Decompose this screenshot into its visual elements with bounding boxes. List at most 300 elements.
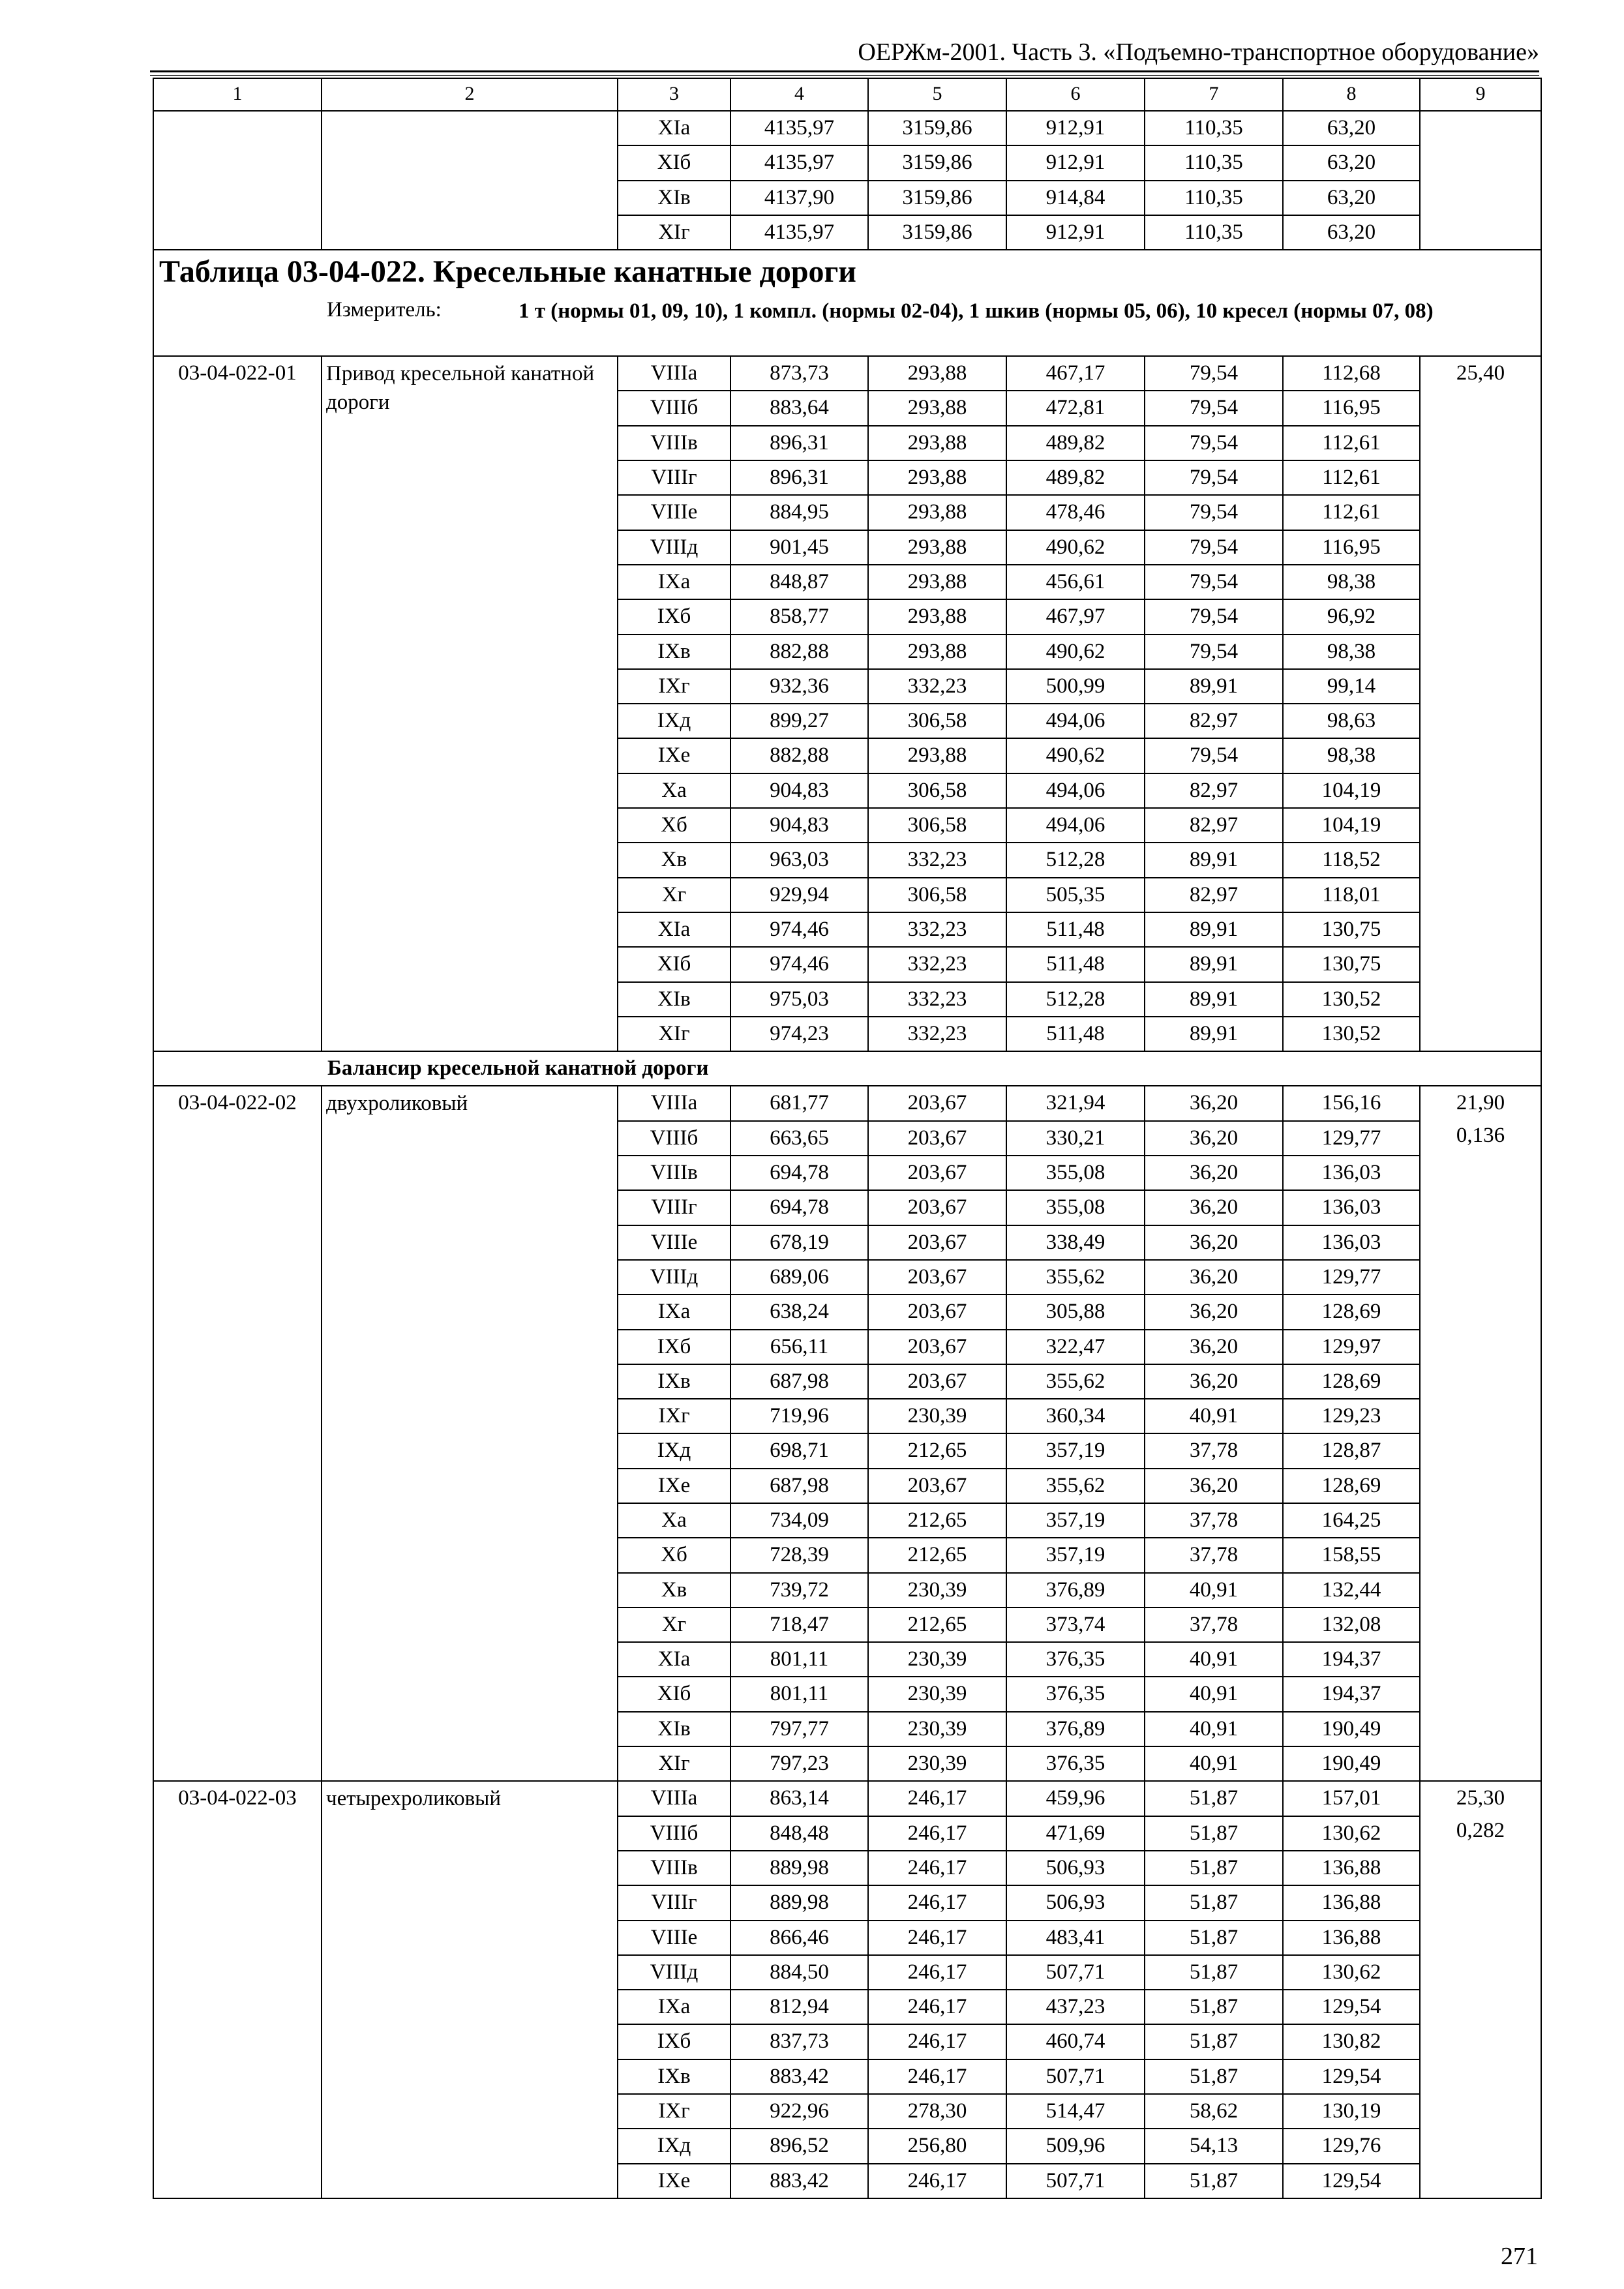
value-cell: 471,69	[1006, 1816, 1145, 1851]
zone-cell: IXб	[618, 1330, 730, 1364]
value-cell: 246,17	[868, 1990, 1006, 2024]
value-cell: 129,54	[1283, 1990, 1420, 2024]
value-cell: 681,77	[730, 1086, 868, 1120]
value-cell: 51,87	[1145, 1955, 1283, 1990]
value-cell: 506,93	[1006, 1851, 1145, 1885]
zone-cell: IXг	[618, 669, 730, 704]
value-cell: 332,23	[868, 1017, 1006, 1051]
zone-cell: VIIIе	[618, 1225, 730, 1260]
zone-cell: Xв	[618, 843, 730, 877]
value-cell: 974,46	[730, 947, 868, 981]
value-cell: 332,23	[868, 912, 1006, 947]
value-cell: 883,64	[730, 391, 868, 425]
value-cell: 130,52	[1283, 1017, 1420, 1051]
value-cell: 490,62	[1006, 738, 1145, 773]
value-cell: 3159,86	[868, 215, 1006, 250]
value-cell: 54,13	[1145, 2129, 1283, 2163]
value-cell: 116,95	[1283, 530, 1420, 565]
value-cell: 112,61	[1283, 426, 1420, 460]
value-cell: 112,61	[1283, 495, 1420, 530]
value-cell: 130,75	[1283, 912, 1420, 947]
value-cell: 884,50	[730, 1955, 868, 1990]
value-cell: 203,67	[868, 1260, 1006, 1294]
column-number: 8	[1283, 78, 1420, 111]
value-cell: 132,08	[1283, 1608, 1420, 1642]
value-cell: 136,03	[1283, 1190, 1420, 1225]
value-cell: 89,91	[1145, 1017, 1283, 1051]
zone-cell: IXд	[618, 1433, 730, 1468]
value-cell: 293,88	[868, 356, 1006, 391]
zone-cell: XIв	[618, 181, 730, 215]
value-cell: 36,20	[1145, 1330, 1283, 1364]
value-cell: 883,42	[730, 2164, 868, 2198]
value-cell: 58,62	[1145, 2094, 1283, 2129]
unit-row	[153, 293, 1541, 356]
value-cell: 728,39	[730, 1538, 868, 1572]
zone-cell: IXа	[618, 1294, 730, 1329]
value-cell: 883,42	[730, 2059, 868, 2094]
value-cell: 293,88	[868, 599, 1006, 634]
value-cell: 507,71	[1006, 1955, 1145, 1990]
value-cell: 203,67	[868, 1190, 1006, 1225]
value-cell: 656,11	[730, 1330, 868, 1364]
value-cell: 293,88	[868, 565, 1006, 599]
value-cell: 896,52	[730, 2129, 868, 2163]
value-cell: 110,35	[1145, 215, 1283, 250]
zone-cell: XIб	[618, 947, 730, 981]
value-cell: 472,81	[1006, 391, 1145, 425]
value-cell: 801,11	[730, 1642, 868, 1677]
value-cell: 306,58	[868, 773, 1006, 808]
value-cell: 112,61	[1283, 460, 1420, 495]
norm-name: четырехроликовый	[322, 1781, 618, 2198]
value-cell: 246,17	[868, 2059, 1006, 2094]
col9-cell	[1420, 356, 1541, 1051]
value-cell: 130,62	[1283, 1955, 1420, 1990]
page-header-title: ОЕРЖм-2001. Часть 3. «Подъемно-транспортное оборудование»	[858, 38, 1539, 66]
value-cell: 322,47	[1006, 1330, 1145, 1364]
value-cell: 694,78	[730, 1156, 868, 1190]
value-cell: 687,98	[730, 1469, 868, 1503]
value-cell: 98,38	[1283, 738, 1420, 773]
zone-cell: XIа	[618, 912, 730, 947]
value-cell: 246,17	[868, 1851, 1006, 1885]
value-cell: 330,21	[1006, 1121, 1145, 1156]
zone-cell: VIIIб	[618, 391, 730, 425]
value-cell: 203,67	[868, 1294, 1006, 1329]
value-cell: 4135,97	[730, 111, 868, 145]
value-cell: 478,46	[1006, 495, 1145, 530]
column-number: 3	[618, 78, 730, 111]
value-cell: 974,46	[730, 912, 868, 947]
value-cell: 332,23	[868, 669, 1006, 704]
unit-label: Измеритель:	[327, 298, 442, 322]
value-cell: 40,91	[1145, 1712, 1283, 1746]
value-cell: 858,77	[730, 599, 868, 634]
value-cell: 118,01	[1283, 878, 1420, 912]
value-cell: 360,34	[1006, 1399, 1145, 1433]
value-cell: 882,88	[730, 738, 868, 773]
value-cell: 293,88	[868, 391, 1006, 425]
norm-name: Привод кресельной канатной дороги	[322, 356, 618, 1051]
value-cell: 678,19	[730, 1225, 868, 1260]
value-cell: 190,49	[1283, 1746, 1420, 1781]
column-number: 9	[1420, 78, 1541, 111]
value-cell: 203,67	[868, 1469, 1006, 1503]
zone-cell: XIб	[618, 145, 730, 180]
value-cell: 40,91	[1145, 1746, 1283, 1781]
value-cell: 36,20	[1145, 1469, 1283, 1503]
value-cell: 889,98	[730, 1885, 868, 1920]
value-cell: 136,88	[1283, 1885, 1420, 1920]
value-cell: 230,39	[868, 1399, 1006, 1433]
value-cell: 130,52	[1283, 982, 1420, 1017]
value-cell: 130,75	[1283, 947, 1420, 981]
value-cell: 51,87	[1145, 1990, 1283, 2024]
value-cell: 51,87	[1145, 1781, 1283, 1816]
value-cell: 246,17	[868, 2024, 1006, 2059]
value-cell: 904,83	[730, 773, 868, 808]
value-cell: 494,06	[1006, 773, 1145, 808]
value-cell: 355,08	[1006, 1190, 1145, 1225]
value-cell: 332,23	[868, 982, 1006, 1017]
value-cell: 293,88	[868, 738, 1006, 773]
zone-cell: IXд	[618, 2129, 730, 2163]
value-cell: 82,97	[1145, 878, 1283, 912]
value-cell: 104,19	[1283, 773, 1420, 808]
value-cell: 376,89	[1006, 1712, 1145, 1746]
value-cell: 129,77	[1283, 1260, 1420, 1294]
col9-value: 0,136	[1456, 1124, 1505, 1148]
zone-cell: XIг	[618, 1017, 730, 1051]
value-cell: 51,87	[1145, 1885, 1283, 1920]
zone-cell: IXг	[618, 1399, 730, 1433]
value-cell: 489,82	[1006, 460, 1145, 495]
value-cell: 901,45	[730, 530, 868, 565]
value-cell: 40,91	[1145, 1573, 1283, 1608]
value-cell: 89,91	[1145, 843, 1283, 877]
value-cell: 230,39	[868, 1712, 1006, 1746]
value-cell: 848,87	[730, 565, 868, 599]
zone-cell: IXв	[618, 1364, 730, 1399]
value-cell: 718,47	[730, 1608, 868, 1642]
value-cell: 896,31	[730, 460, 868, 495]
value-cell: 110,35	[1145, 145, 1283, 180]
value-cell: 63,20	[1283, 111, 1420, 145]
zone-cell: Xб	[618, 808, 730, 843]
value-cell: 467,17	[1006, 356, 1145, 391]
value-cell: 505,35	[1006, 878, 1145, 912]
norm-code: 03-04-022-03	[153, 1781, 322, 2198]
value-cell: 36,20	[1145, 1294, 1283, 1329]
value-cell: 357,19	[1006, 1503, 1145, 1538]
value-cell: 896,31	[730, 426, 868, 460]
value-cell: 246,17	[868, 1781, 1006, 1816]
value-cell: 459,96	[1006, 1781, 1145, 1816]
value-cell: 490,62	[1006, 530, 1145, 565]
value-cell: 882,88	[730, 635, 868, 669]
zone-cell: Xа	[618, 1503, 730, 1538]
value-cell: 89,91	[1145, 947, 1283, 981]
value-cell: 230,39	[868, 1677, 1006, 1711]
value-cell: 51,87	[1145, 2164, 1283, 2198]
value-cell: 156,16	[1283, 1086, 1420, 1120]
value-cell: 40,91	[1145, 1642, 1283, 1677]
value-cell: 36,20	[1145, 1260, 1283, 1294]
value-cell: 116,95	[1283, 391, 1420, 425]
value-cell: 963,03	[730, 843, 868, 877]
value-cell: 104,19	[1283, 808, 1420, 843]
value-cell: 694,78	[730, 1190, 868, 1225]
value-cell: 293,88	[868, 495, 1006, 530]
zone-cell: VIIIе	[618, 495, 730, 530]
value-cell: 873,73	[730, 356, 868, 391]
value-cell: 899,27	[730, 704, 868, 738]
value-cell: 36,20	[1145, 1086, 1283, 1120]
value-cell: 467,97	[1006, 599, 1145, 634]
value-cell: 914,84	[1006, 181, 1145, 215]
value-cell: 456,61	[1006, 565, 1145, 599]
value-cell: 4137,90	[730, 181, 868, 215]
value-cell: 355,08	[1006, 1156, 1145, 1190]
zone-cell: Xб	[618, 1538, 730, 1572]
zone-cell: XIг	[618, 1746, 730, 1781]
value-cell: 98,63	[1283, 704, 1420, 738]
table-title-row	[153, 250, 1541, 293]
value-cell: 130,82	[1283, 2024, 1420, 2059]
value-cell: 355,62	[1006, 1364, 1145, 1399]
value-cell: 246,17	[868, 1921, 1006, 1955]
value-cell: 494,06	[1006, 704, 1145, 738]
value-cell: 884,95	[730, 495, 868, 530]
column-number: 6	[1006, 78, 1145, 111]
value-cell: 338,49	[1006, 1225, 1145, 1260]
value-cell: 230,39	[868, 1573, 1006, 1608]
value-cell: 79,54	[1145, 635, 1283, 669]
value-cell: 89,91	[1145, 912, 1283, 947]
value-cell: 437,23	[1006, 1990, 1145, 2024]
value-cell: 118,52	[1283, 843, 1420, 877]
value-cell: 3159,86	[868, 111, 1006, 145]
zone-cell: IXд	[618, 704, 730, 738]
value-cell: 511,48	[1006, 947, 1145, 981]
zone-cell: VIIIд	[618, 530, 730, 565]
value-cell: 4135,97	[730, 215, 868, 250]
value-cell: 698,71	[730, 1433, 868, 1468]
zone-cell: IXб	[618, 2024, 730, 2059]
value-cell: 190,49	[1283, 1712, 1420, 1746]
norm-code: 03-04-022-01	[153, 356, 322, 1051]
col9-cell	[1420, 1086, 1541, 1781]
value-cell: 306,58	[868, 704, 1006, 738]
zone-cell: IXв	[618, 635, 730, 669]
value-cell: 376,35	[1006, 1746, 1145, 1781]
value-cell: 99,14	[1283, 669, 1420, 704]
value-cell: 512,28	[1006, 843, 1145, 877]
value-cell: 203,67	[868, 1156, 1006, 1190]
value-cell: 98,38	[1283, 635, 1420, 669]
value-cell: 912,91	[1006, 111, 1145, 145]
name-cell	[322, 111, 618, 250]
col9-value: 25,40	[1456, 361, 1505, 385]
value-cell: 36,20	[1145, 1156, 1283, 1190]
value-cell: 246,17	[868, 1816, 1006, 1851]
value-cell: 130,19	[1283, 2094, 1420, 2129]
value-cell: 37,78	[1145, 1433, 1283, 1468]
value-cell: 40,91	[1145, 1399, 1283, 1433]
value-cell: 129,97	[1283, 1330, 1420, 1364]
value-cell: 79,54	[1145, 738, 1283, 773]
value-cell: 129,77	[1283, 1121, 1420, 1156]
norm-name: двухроликовый	[322, 1086, 618, 1781]
value-cell: 511,48	[1006, 912, 1145, 947]
value-cell: 82,97	[1145, 704, 1283, 738]
value-cell: 975,03	[730, 982, 868, 1017]
value-cell: 212,65	[868, 1608, 1006, 1642]
value-cell: 332,23	[868, 947, 1006, 981]
col9-cell	[1420, 1781, 1541, 2198]
zone-cell: VIIIв	[618, 1851, 730, 1885]
value-cell: 797,23	[730, 1746, 868, 1781]
value-cell: 507,71	[1006, 2164, 1145, 2198]
value-cell: 512,28	[1006, 982, 1145, 1017]
value-cell: 110,35	[1145, 111, 1283, 145]
zone-cell: VIIIб	[618, 1816, 730, 1851]
zone-cell: IXв	[618, 2059, 730, 2094]
value-cell: 904,83	[730, 808, 868, 843]
zone-cell: VIIIг	[618, 1190, 730, 1225]
zone-cell: Xг	[618, 1608, 730, 1642]
value-cell: 889,98	[730, 1851, 868, 1885]
value-cell: 82,97	[1145, 808, 1283, 843]
value-cell: 373,74	[1006, 1608, 1145, 1642]
value-cell: 256,80	[868, 2129, 1006, 2163]
value-cell: 687,98	[730, 1364, 868, 1399]
value-cell: 355,62	[1006, 1260, 1145, 1294]
value-cell: 321,94	[1006, 1086, 1145, 1120]
value-cell: 863,14	[730, 1781, 868, 1816]
value-cell: 128,69	[1283, 1469, 1420, 1503]
zone-cell: IXа	[618, 1990, 730, 2024]
value-cell: 194,37	[1283, 1677, 1420, 1711]
table-title: Таблица 03-04-022. Кресельные канатные дороги	[153, 250, 1541, 293]
table-row	[153, 111, 1541, 145]
value-cell: 203,67	[868, 1225, 1006, 1260]
value-cell: 837,73	[730, 2024, 868, 2059]
value-cell: 132,44	[1283, 1573, 1420, 1608]
value-cell: 128,69	[1283, 1364, 1420, 1399]
zone-cell: IXе	[618, 1469, 730, 1503]
value-cell: 130,62	[1283, 1816, 1420, 1851]
value-cell: 638,24	[730, 1294, 868, 1329]
value-cell: 212,65	[868, 1503, 1006, 1538]
value-cell: 203,67	[868, 1121, 1006, 1156]
value-cell: 203,67	[868, 1086, 1006, 1120]
value-cell: 489,82	[1006, 426, 1145, 460]
col9-value: 25,30	[1456, 1786, 1505, 1810]
value-cell: 79,54	[1145, 495, 1283, 530]
value-cell: 866,46	[730, 1921, 868, 1955]
value-cell: 797,77	[730, 1712, 868, 1746]
value-cell: 51,87	[1145, 1816, 1283, 1851]
value-cell: 974,23	[730, 1017, 868, 1051]
value-cell: 96,92	[1283, 599, 1420, 634]
value-cell: 355,62	[1006, 1469, 1145, 1503]
col9-cell	[1420, 111, 1541, 250]
value-cell: 293,88	[868, 426, 1006, 460]
header-rule-thin	[150, 75, 1539, 76]
value-cell: 246,17	[868, 2164, 1006, 2198]
column-number: 7	[1145, 78, 1283, 111]
value-cell: 51,87	[1145, 2024, 1283, 2059]
value-cell: 293,88	[868, 530, 1006, 565]
zone-cell: XIг	[618, 215, 730, 250]
value-cell: 36,20	[1145, 1190, 1283, 1225]
zone-cell: Xа	[618, 773, 730, 808]
zone-cell: XIа	[618, 111, 730, 145]
value-cell: 37,78	[1145, 1608, 1283, 1642]
value-cell: 51,87	[1145, 1851, 1283, 1885]
zone-cell: VIIIв	[618, 1156, 730, 1190]
value-cell: 79,54	[1145, 565, 1283, 599]
zone-cell: VIIIб	[618, 1121, 730, 1156]
value-cell: 136,88	[1283, 1921, 1420, 1955]
value-cell: 490,62	[1006, 635, 1145, 669]
value-cell: 63,20	[1283, 145, 1420, 180]
value-cell: 203,67	[868, 1364, 1006, 1399]
zone-cell: VIIIа	[618, 1086, 730, 1120]
value-cell: 663,65	[730, 1121, 868, 1156]
value-cell: 514,47	[1006, 2094, 1145, 2129]
value-cell: 129,54	[1283, 2164, 1420, 2198]
group-subheading-row	[153, 1051, 1541, 1086]
zone-cell: Xв	[618, 1573, 730, 1608]
value-cell: 194,37	[1283, 1642, 1420, 1677]
zone-cell: VIIIа	[618, 1781, 730, 1816]
zone-cell: XIб	[618, 1677, 730, 1711]
value-cell: 110,35	[1145, 181, 1283, 215]
value-cell: 494,06	[1006, 808, 1145, 843]
value-cell: 212,65	[868, 1433, 1006, 1468]
value-cell: 306,58	[868, 878, 1006, 912]
value-cell: 506,93	[1006, 1885, 1145, 1920]
unit-cell	[153, 293, 1541, 356]
value-cell: 136,03	[1283, 1225, 1420, 1260]
value-cell: 734,09	[730, 1503, 868, 1538]
col9-value: 21,90	[1456, 1091, 1505, 1115]
value-cell: 376,35	[1006, 1642, 1145, 1677]
zone-cell: XIв	[618, 982, 730, 1017]
value-cell: 79,54	[1145, 460, 1283, 495]
value-cell: 82,97	[1145, 773, 1283, 808]
zone-cell: VIIIе	[618, 1921, 730, 1955]
value-cell: 89,91	[1145, 982, 1283, 1017]
value-cell: 929,94	[730, 878, 868, 912]
value-cell: 689,06	[730, 1260, 868, 1294]
rates-table	[153, 78, 1542, 2199]
value-cell: 37,78	[1145, 1503, 1283, 1538]
unit-text: 1 т (нормы 01, 09, 10), 1 компл. (нормы 02-04), 1 шкив (нормы 05, 06), 10 кресел (нормы 07, 08)	[519, 299, 1434, 323]
value-cell: 157,01	[1283, 1781, 1420, 1816]
value-cell: 306,58	[868, 808, 1006, 843]
value-cell: 89,91	[1145, 669, 1283, 704]
value-cell: 812,94	[730, 1990, 868, 2024]
value-cell: 246,17	[868, 1885, 1006, 1920]
zone-cell: IXб	[618, 599, 730, 634]
value-cell: 460,74	[1006, 2024, 1145, 2059]
value-cell: 79,54	[1145, 356, 1283, 391]
value-cell: 332,23	[868, 843, 1006, 877]
